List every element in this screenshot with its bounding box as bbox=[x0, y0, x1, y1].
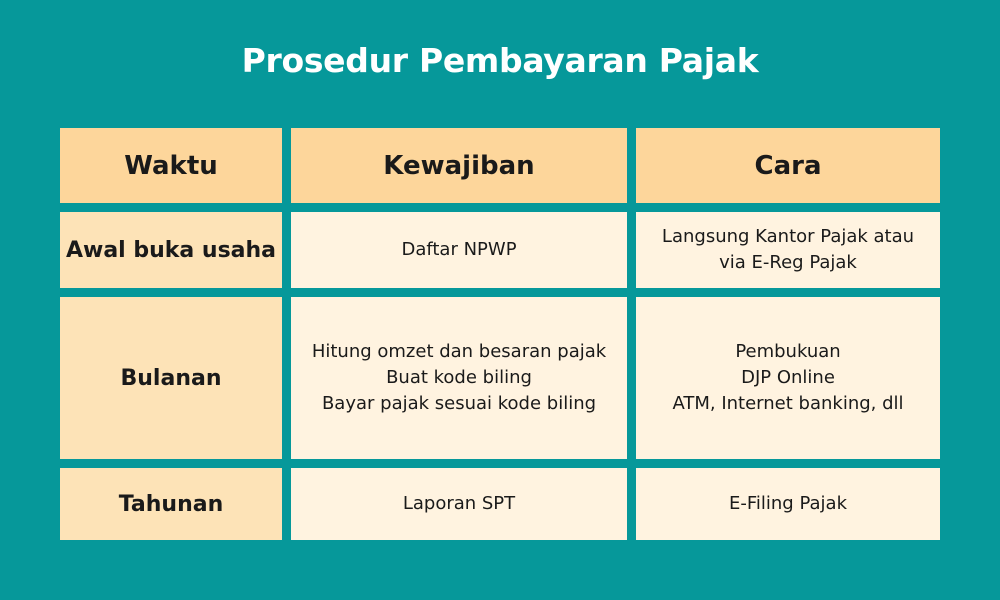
header-cell-waktu: Waktu bbox=[60, 128, 282, 203]
kewajiban-cell-tahunan bbox=[291, 468, 627, 540]
cara-line: ATM, Internet banking, dll bbox=[672, 393, 904, 414]
cara-line: E-Filing Pajak bbox=[728, 493, 847, 514]
kewajiban-cell-bulanan bbox=[291, 297, 627, 459]
cara-cell-awal-buka-usaha bbox=[636, 212, 940, 288]
cara-cell-bulanan bbox=[636, 297, 940, 459]
header-cell-kewajiban: Kewajiban bbox=[291, 128, 627, 203]
header-cell-cara: Cara bbox=[636, 128, 940, 203]
row-label-bulanan: Bulanan bbox=[60, 297, 282, 459]
row-label-tahunan: Tahunan bbox=[60, 468, 282, 540]
kewajiban-line: Laporan SPT bbox=[402, 493, 516, 514]
cara-line: Langsung Kantor Pajak atau bbox=[661, 226, 915, 247]
page-title: Prosedur Pembayaran Pajak bbox=[241, 41, 759, 80]
kewajiban-cell-awal-buka-usaha bbox=[291, 212, 627, 288]
kewajiban-line: Daftar NPWP bbox=[401, 239, 517, 260]
row-label-awal-buka-usaha: Awal buka usaha bbox=[60, 212, 282, 288]
cara-line: DJP Online bbox=[741, 367, 835, 388]
kewajiban-line: Buat kode biling bbox=[386, 367, 532, 388]
kewajiban-line: Hitung omzet dan besaran pajak bbox=[311, 341, 607, 362]
cara-cell-tahunan bbox=[636, 468, 940, 540]
cara-line: Pembukuan bbox=[735, 341, 841, 362]
kewajiban-line: Bayar pajak sesuai kode biling bbox=[321, 393, 597, 414]
cara-line: via E-Reg Pajak bbox=[719, 252, 857, 273]
